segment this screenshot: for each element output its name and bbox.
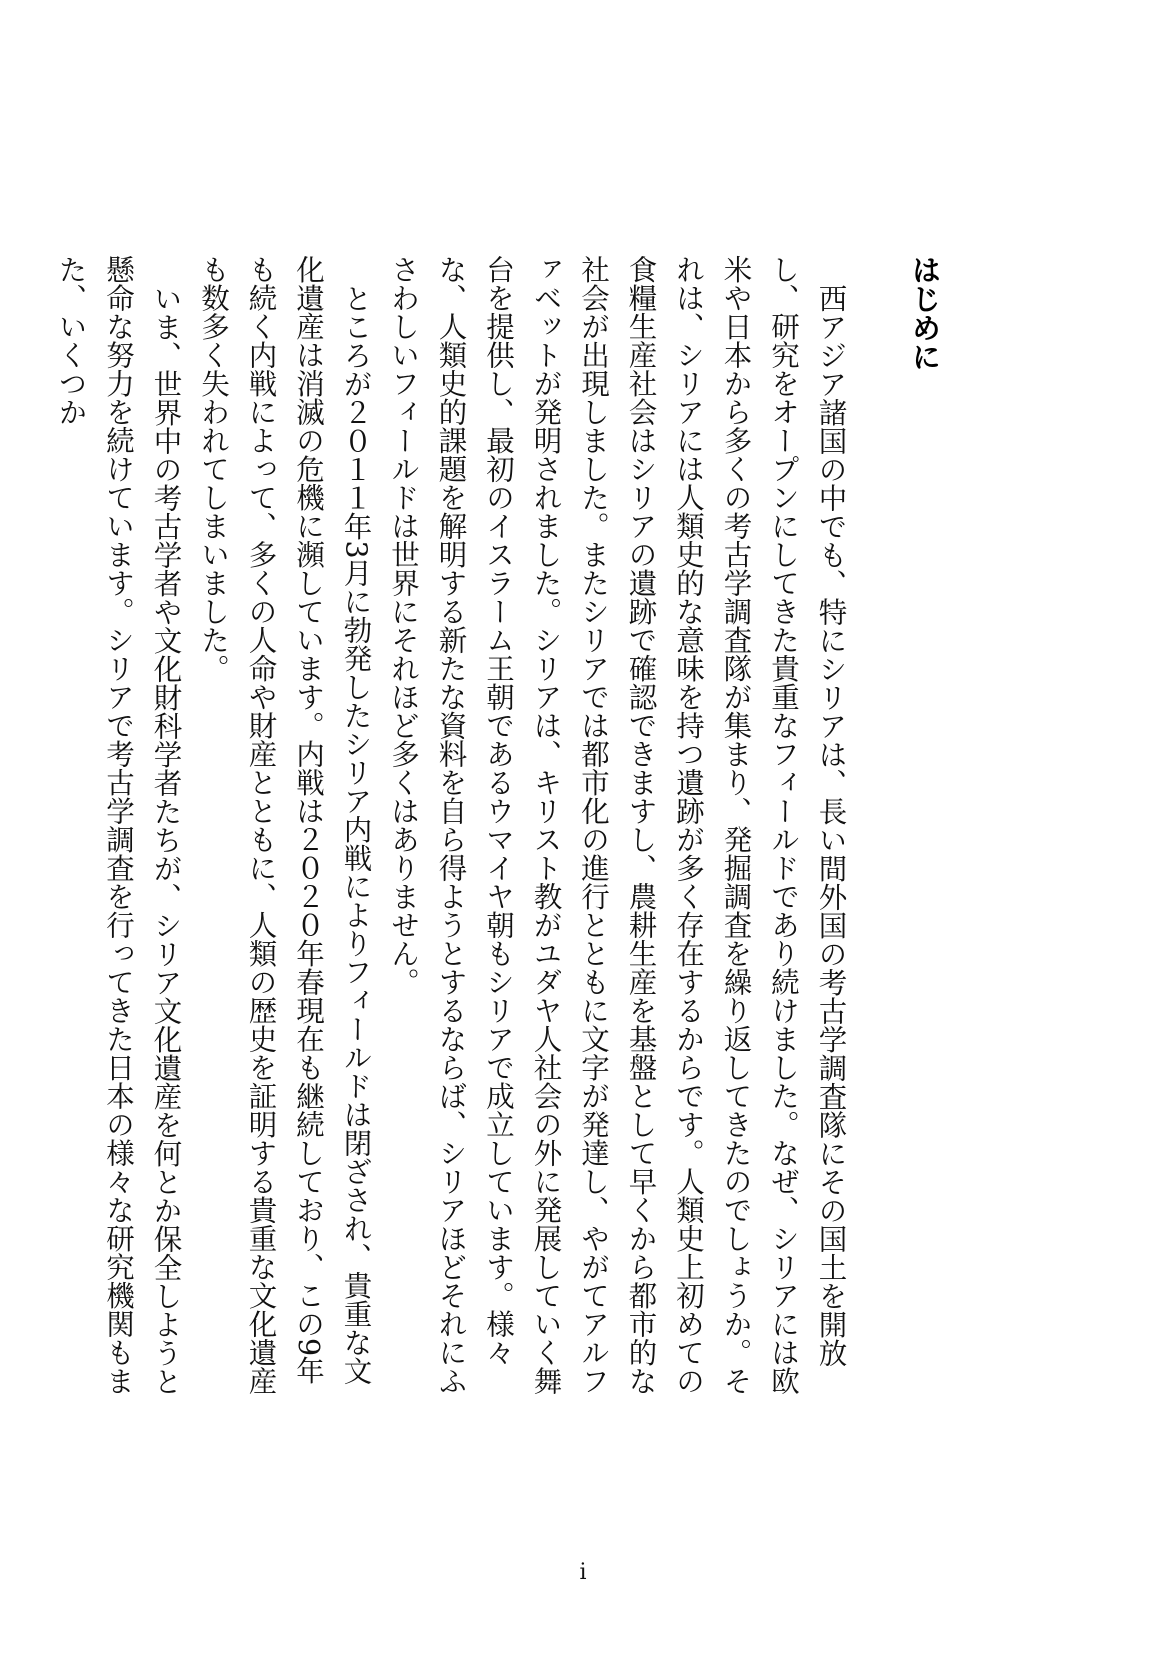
paragraph-1: 西アジア諸国の中でも、特にシリアは、長い間外国の考古学調査隊にその国土を開放し、研究をオープンにしてきた貴重なフィールドであり続けました。なぜ、シリアには欧米や日本から多くの考古学調査隊が集まり、発掘調査を繰り返してきたのでしょうか。それは、シリアには人類史的な意味を持つ遺跡が多く存在するからです。人類史上初めての食糧生産社会はシリアの遺跡で確認できますし、農耕生産を基盤として早くから都市的な社会が出現しました。またシリアでは都市化の進行とともに文字が発達し、やがてアルファベットが発明されました。シリアは、キリスト教がユダヤ人社会の外に発展していく舞台を提供し、最初のイスラーム王朝であるウマイヤ朝もシリアで成立しています。様々な、人類史的課題を解明する新たな資料を自ら得ようとするならば、シリアほどそれにふさわしいフィールドは世界にそれほど多くはありません。	[387, 255, 848, 1395]
paragraph-2: ところが２０１１年3月に勃発したシリア内戦によりフィールドは閉ざされ、貴重な文化遺産は消滅の危機に瀕しています。内戦は２０２０年春現在も継続しており、この9年も続く内戦によって、多くの人命や財産とともに、人類の歴史を証明する貴重な文化遺産も数多く失われてしまいました。	[197, 255, 373, 1395]
paragraph-3: いま、世界中の考古学者や文化財科学者たちが、シリア文化遺産を何とか保全しようと懸命な努力を続けています。シリアで考古学調査を行ってきた日本の様々な研究機関もまた、いくつか	[54, 255, 183, 1395]
page-heading: はじめに	[908, 255, 942, 371]
body-text-block	[47, 255, 948, 1395]
page-number: i	[579, 1560, 587, 1585]
